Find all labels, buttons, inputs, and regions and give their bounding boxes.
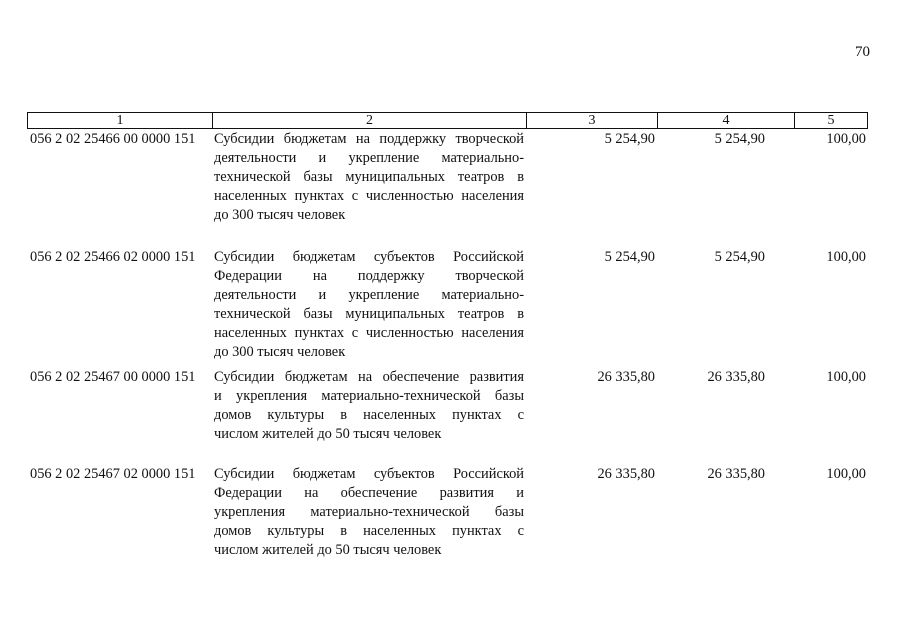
description-line: и укрепления материально-технической базы <box>214 388 524 404</box>
description-line: Федерации на поддержку творческой <box>214 268 524 284</box>
value-col-3: 5 254,90 <box>604 131 655 147</box>
description-line: до 300 тысяч человек <box>214 207 346 223</box>
description-line: технической базы муниципальных театров в <box>214 306 524 322</box>
description-line: деятельности и укрепление материально- <box>214 150 524 166</box>
description-line: Субсидии бюджетам субъектов Российской <box>214 249 524 265</box>
description-line: укрепления материально-технической базы <box>214 504 524 520</box>
value-col-5: 100,00 <box>826 131 866 147</box>
description-line: населенных пунктах с численностью населения <box>214 325 524 341</box>
value-col-4: 5 254,90 <box>714 249 765 265</box>
budget-code: 056 2 02 25467 00 0000 151 <box>30 369 196 385</box>
description-line: Субсидии бюджетам субъектов Российской <box>214 466 524 482</box>
header-col-2: 2 <box>213 113 527 128</box>
value-col-3: 5 254,90 <box>604 249 655 265</box>
value-col-5: 100,00 <box>826 466 866 482</box>
header-col-3: 3 <box>527 113 658 128</box>
budget-code: 056 2 02 25466 02 0000 151 <box>30 249 196 265</box>
row-description <box>214 368 524 444</box>
header-col-4: 4 <box>658 113 795 128</box>
description-line: числом жителей до 50 тысяч человек <box>214 542 442 558</box>
row-description <box>214 465 524 560</box>
description-line: деятельности и укрепление материально- <box>214 287 524 303</box>
value-col-3: 26 335,80 <box>597 369 655 385</box>
description-line: технической базы муниципальных театров в <box>214 169 524 185</box>
description-line: населенных пунктах с численностью населения <box>214 188 524 204</box>
header-col-5: 5 <box>827 113 835 128</box>
header-col-1: 1 <box>28 113 213 128</box>
value-col-4: 5 254,90 <box>714 131 765 147</box>
description-line: числом жителей до 50 тысяч человек <box>214 426 442 442</box>
value-col-4: 26 335,80 <box>707 466 765 482</box>
row-description <box>214 130 524 225</box>
description-line: домов культуры в населенных пунктах с <box>214 523 524 539</box>
table-header-row <box>27 112 868 129</box>
description-line: Субсидии бюджетам на обеспечение развития <box>214 369 524 385</box>
description-line: домов культуры в населенных пунктах с <box>214 407 524 423</box>
budget-code: 056 2 02 25466 00 0000 151 <box>30 131 196 147</box>
row-description <box>214 248 524 362</box>
value-col-5: 100,00 <box>826 249 866 265</box>
description-line: до 300 тысяч человек <box>214 344 346 360</box>
value-col-4: 26 335,80 <box>707 369 765 385</box>
value-col-3: 26 335,80 <box>597 466 655 482</box>
description-line: Федерации на обеспечение развития и <box>214 485 524 501</box>
value-col-5: 100,00 <box>826 369 866 385</box>
description-line: Субсидии бюджетам на поддержку творческой <box>214 131 524 147</box>
budget-code: 056 2 02 25467 02 0000 151 <box>30 466 196 482</box>
page-number: 70 <box>855 44 870 60</box>
